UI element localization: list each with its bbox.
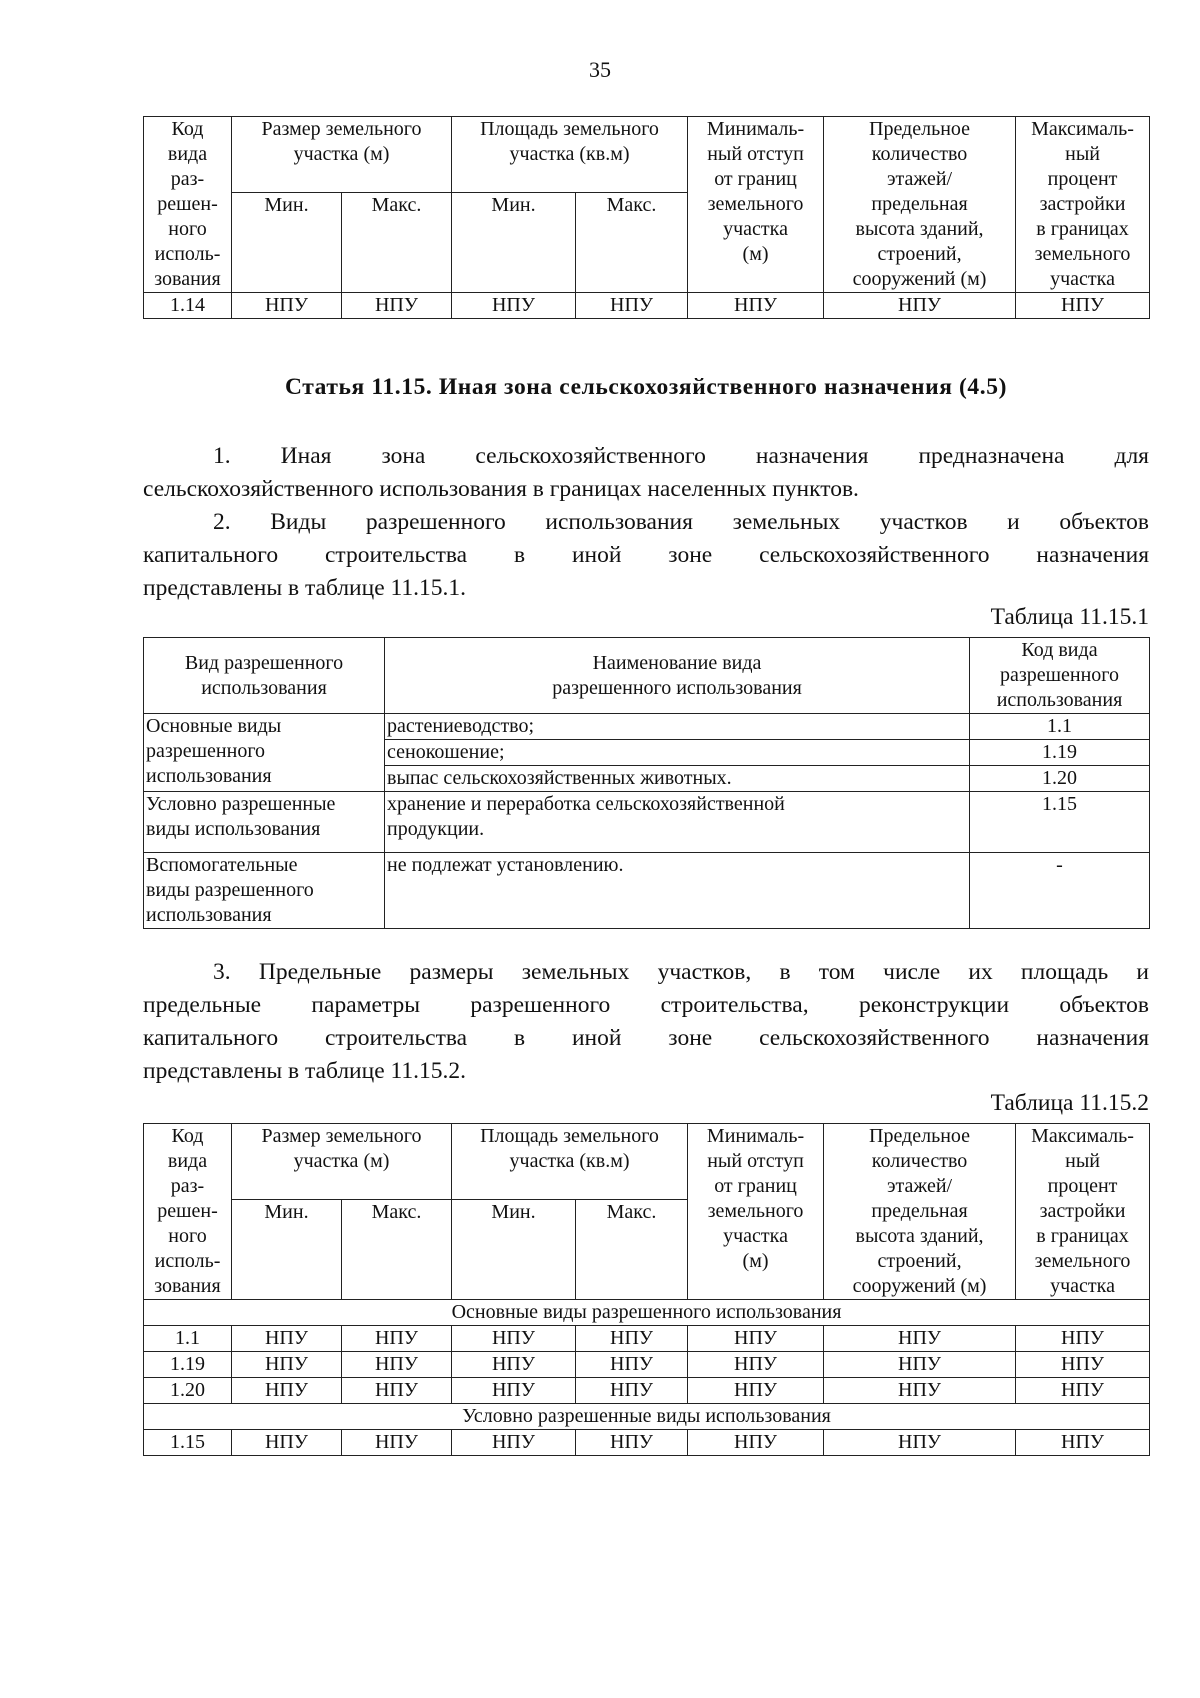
section-title: Условно разрешенные виды использования xyxy=(144,1404,1150,1430)
cell-value: НПУ xyxy=(232,1352,342,1378)
cell-value: НПУ xyxy=(1016,1326,1150,1352)
paragraph-line: 2. Виды разрешенного использования земельных участков и объектов xyxy=(213,509,1149,535)
cell-value: НПУ xyxy=(824,1430,1016,1456)
use-name: растениеводство; xyxy=(385,714,970,740)
cell-value: НПУ xyxy=(342,1326,452,1352)
use-code: 1.20 xyxy=(970,766,1150,792)
cell-value: НПУ xyxy=(232,293,342,319)
cell-code: 1.19 xyxy=(144,1352,232,1378)
header-row xyxy=(144,117,1150,193)
header-size-min: Мин. xyxy=(232,193,342,293)
cell-value: НПУ xyxy=(688,1378,824,1404)
cell-value: НПУ xyxy=(232,1430,342,1456)
paragraph-2 xyxy=(143,506,1149,605)
header-area-min: Мин. xyxy=(452,193,576,293)
cell-value: НПУ xyxy=(824,1378,1016,1404)
parameters-table-continuation xyxy=(143,116,1150,319)
section-row xyxy=(144,1404,1150,1430)
cell-value: НПУ xyxy=(452,1326,576,1352)
header-size-max: Макс. xyxy=(342,1200,452,1300)
cell-value: НПУ xyxy=(342,1430,452,1456)
cell-value: НПУ xyxy=(688,1326,824,1352)
cell-value: НПУ xyxy=(232,1378,342,1404)
paragraph-line: капитального строительства в иной зоне сельскохозяйственного назначения xyxy=(143,542,1149,568)
header-use-code: Код вида разрешенного использования xyxy=(970,638,1150,714)
header-setback: Минималь- ный отступ от границ земельного участка (м) xyxy=(688,117,824,293)
header-plot-size: Размер земельного участка (м) xyxy=(232,117,452,193)
table-row xyxy=(144,792,1150,853)
cell-value: НПУ xyxy=(688,1352,824,1378)
cell-value: НПУ xyxy=(824,1326,1016,1352)
paragraph-1 xyxy=(143,440,1149,506)
cell-value: НПУ xyxy=(824,293,1016,319)
header-coverage: Максималь- ный процент застройки в границах земельного участка xyxy=(1016,117,1150,293)
header-row xyxy=(144,638,1150,714)
table-caption: Таблица 11.15.1 xyxy=(990,604,1149,630)
cell-code: 1.1 xyxy=(144,1326,232,1352)
use-name: сенокошение; xyxy=(385,740,970,766)
use-type-conditional: Условно разрешенные виды использования xyxy=(144,792,385,853)
table-row xyxy=(144,714,1150,740)
section-row xyxy=(144,1300,1150,1326)
header-plot-area: Площадь земельного участка (кв.м) xyxy=(452,117,688,193)
use-type-auxiliary: Вспомогательные виды разрешенного использования xyxy=(144,853,385,929)
page-number: 35 xyxy=(589,57,611,82)
section-title: Основные виды разрешенного использования xyxy=(144,1300,1150,1326)
permitted-use-table xyxy=(143,637,1150,929)
table-row xyxy=(144,1378,1150,1404)
cell-value: НПУ xyxy=(452,1352,576,1378)
paragraph-line: 1. Иная зона сельскохозяйственного назначения предназначена для xyxy=(213,443,1149,469)
use-code: - xyxy=(970,853,1150,929)
cell-value: НПУ xyxy=(576,1378,688,1404)
table-caption: Таблица 11.15.2 xyxy=(990,1090,1149,1116)
table-row xyxy=(144,1430,1150,1456)
paragraph-line: капитального строительства в иной зоне сельскохозяйственного назначения xyxy=(143,1025,1149,1051)
header-use-type: Вид разрешенного использования xyxy=(144,638,385,714)
cell-value: НПУ xyxy=(688,293,824,319)
table-row xyxy=(144,1326,1150,1352)
cell-value: НПУ xyxy=(576,293,688,319)
cell-value: НПУ xyxy=(342,293,452,319)
cell-value: НПУ xyxy=(824,1352,1016,1378)
use-code: 1.19 xyxy=(970,740,1150,766)
cell-code: 1.20 xyxy=(144,1378,232,1404)
cell-value: НПУ xyxy=(576,1430,688,1456)
paragraph-line: представлены в таблице 11.15.1. xyxy=(143,575,467,601)
header-row xyxy=(144,1124,1150,1200)
table-row xyxy=(144,1352,1150,1378)
paragraph-line: представлены в таблице 11.15.2. xyxy=(143,1058,467,1084)
header-size-min: Мин. xyxy=(232,1200,342,1300)
cell-code: 1.15 xyxy=(144,1430,232,1456)
use-name: не подлежат установлению. xyxy=(385,853,970,929)
header-code: Код вида раз- решен- ного исполь- зования xyxy=(144,117,232,293)
paragraph-line: 3. Предельные размеры земельных участков, в том числе их площадь и xyxy=(213,959,1149,985)
header-use-name: Наименование вида разрешенного использования xyxy=(385,638,970,714)
cell-value: НПУ xyxy=(1016,1352,1150,1378)
cell-value: НПУ xyxy=(342,1352,452,1378)
cell-value: НПУ xyxy=(576,1352,688,1378)
paragraph-3 xyxy=(143,956,1149,1088)
header-size-max: Макс. xyxy=(342,193,452,293)
article-title: Статья 11.15. Иная зона сельскохозяйственного назначения (4.5) xyxy=(284,374,1008,400)
header-coverage: Максималь- ный процент застройки в границах земельного участка xyxy=(1016,1124,1150,1300)
cell-value: НПУ xyxy=(452,1430,576,1456)
cell-value: НПУ xyxy=(576,1326,688,1352)
cell-value: НПУ xyxy=(452,293,576,319)
use-code: 1.1 xyxy=(970,714,1150,740)
use-name: выпас сельскохозяйственных животных. xyxy=(385,766,970,792)
use-name: хранение и переработка сельскохозяйственной продукции. xyxy=(385,792,970,853)
cell-value: НПУ xyxy=(1016,1378,1150,1404)
table-row xyxy=(144,853,1150,929)
cell-value: НПУ xyxy=(688,1430,824,1456)
paragraph-line: сельскохозяйственного использования в границах населенных пунктов. xyxy=(143,476,859,502)
use-code: 1.15 xyxy=(970,792,1150,853)
paragraph-line: предельные параметры разрешенного строительства, реконструкции объектов xyxy=(143,992,1149,1018)
cell-value: НПУ xyxy=(1016,1430,1150,1456)
header-setback: Минималь- ный отступ от границ земельного участка (м) xyxy=(688,1124,824,1300)
cell-value: НПУ xyxy=(1016,293,1150,319)
header-area-min: Мин. xyxy=(452,1200,576,1300)
use-type-main: Основные виды разрешенного использования xyxy=(144,714,385,792)
cell-value: НПУ xyxy=(342,1378,452,1404)
header-plot-area: Площадь земельного участка (кв.м) xyxy=(452,1124,688,1200)
cell-value: НПУ xyxy=(232,1326,342,1352)
header-floors: Предельное количество этажей/ предельная высота зданий, строений, сооружений (м) xyxy=(824,1124,1016,1300)
parameters-table xyxy=(143,1123,1150,1456)
header-area-max: Макс. xyxy=(576,193,688,293)
cell-code: 1.14 xyxy=(144,293,232,319)
header-code: Код вида раз- решен- ного исполь- зования xyxy=(144,1124,232,1300)
header-floors: Предельное количество этажей/ предельная высота зданий, строений, сооружений (м) xyxy=(824,117,1016,293)
table-row xyxy=(144,293,1150,319)
header-plot-size: Размер земельного участка (м) xyxy=(232,1124,452,1200)
header-area-max: Макс. xyxy=(576,1200,688,1300)
cell-value: НПУ xyxy=(452,1378,576,1404)
